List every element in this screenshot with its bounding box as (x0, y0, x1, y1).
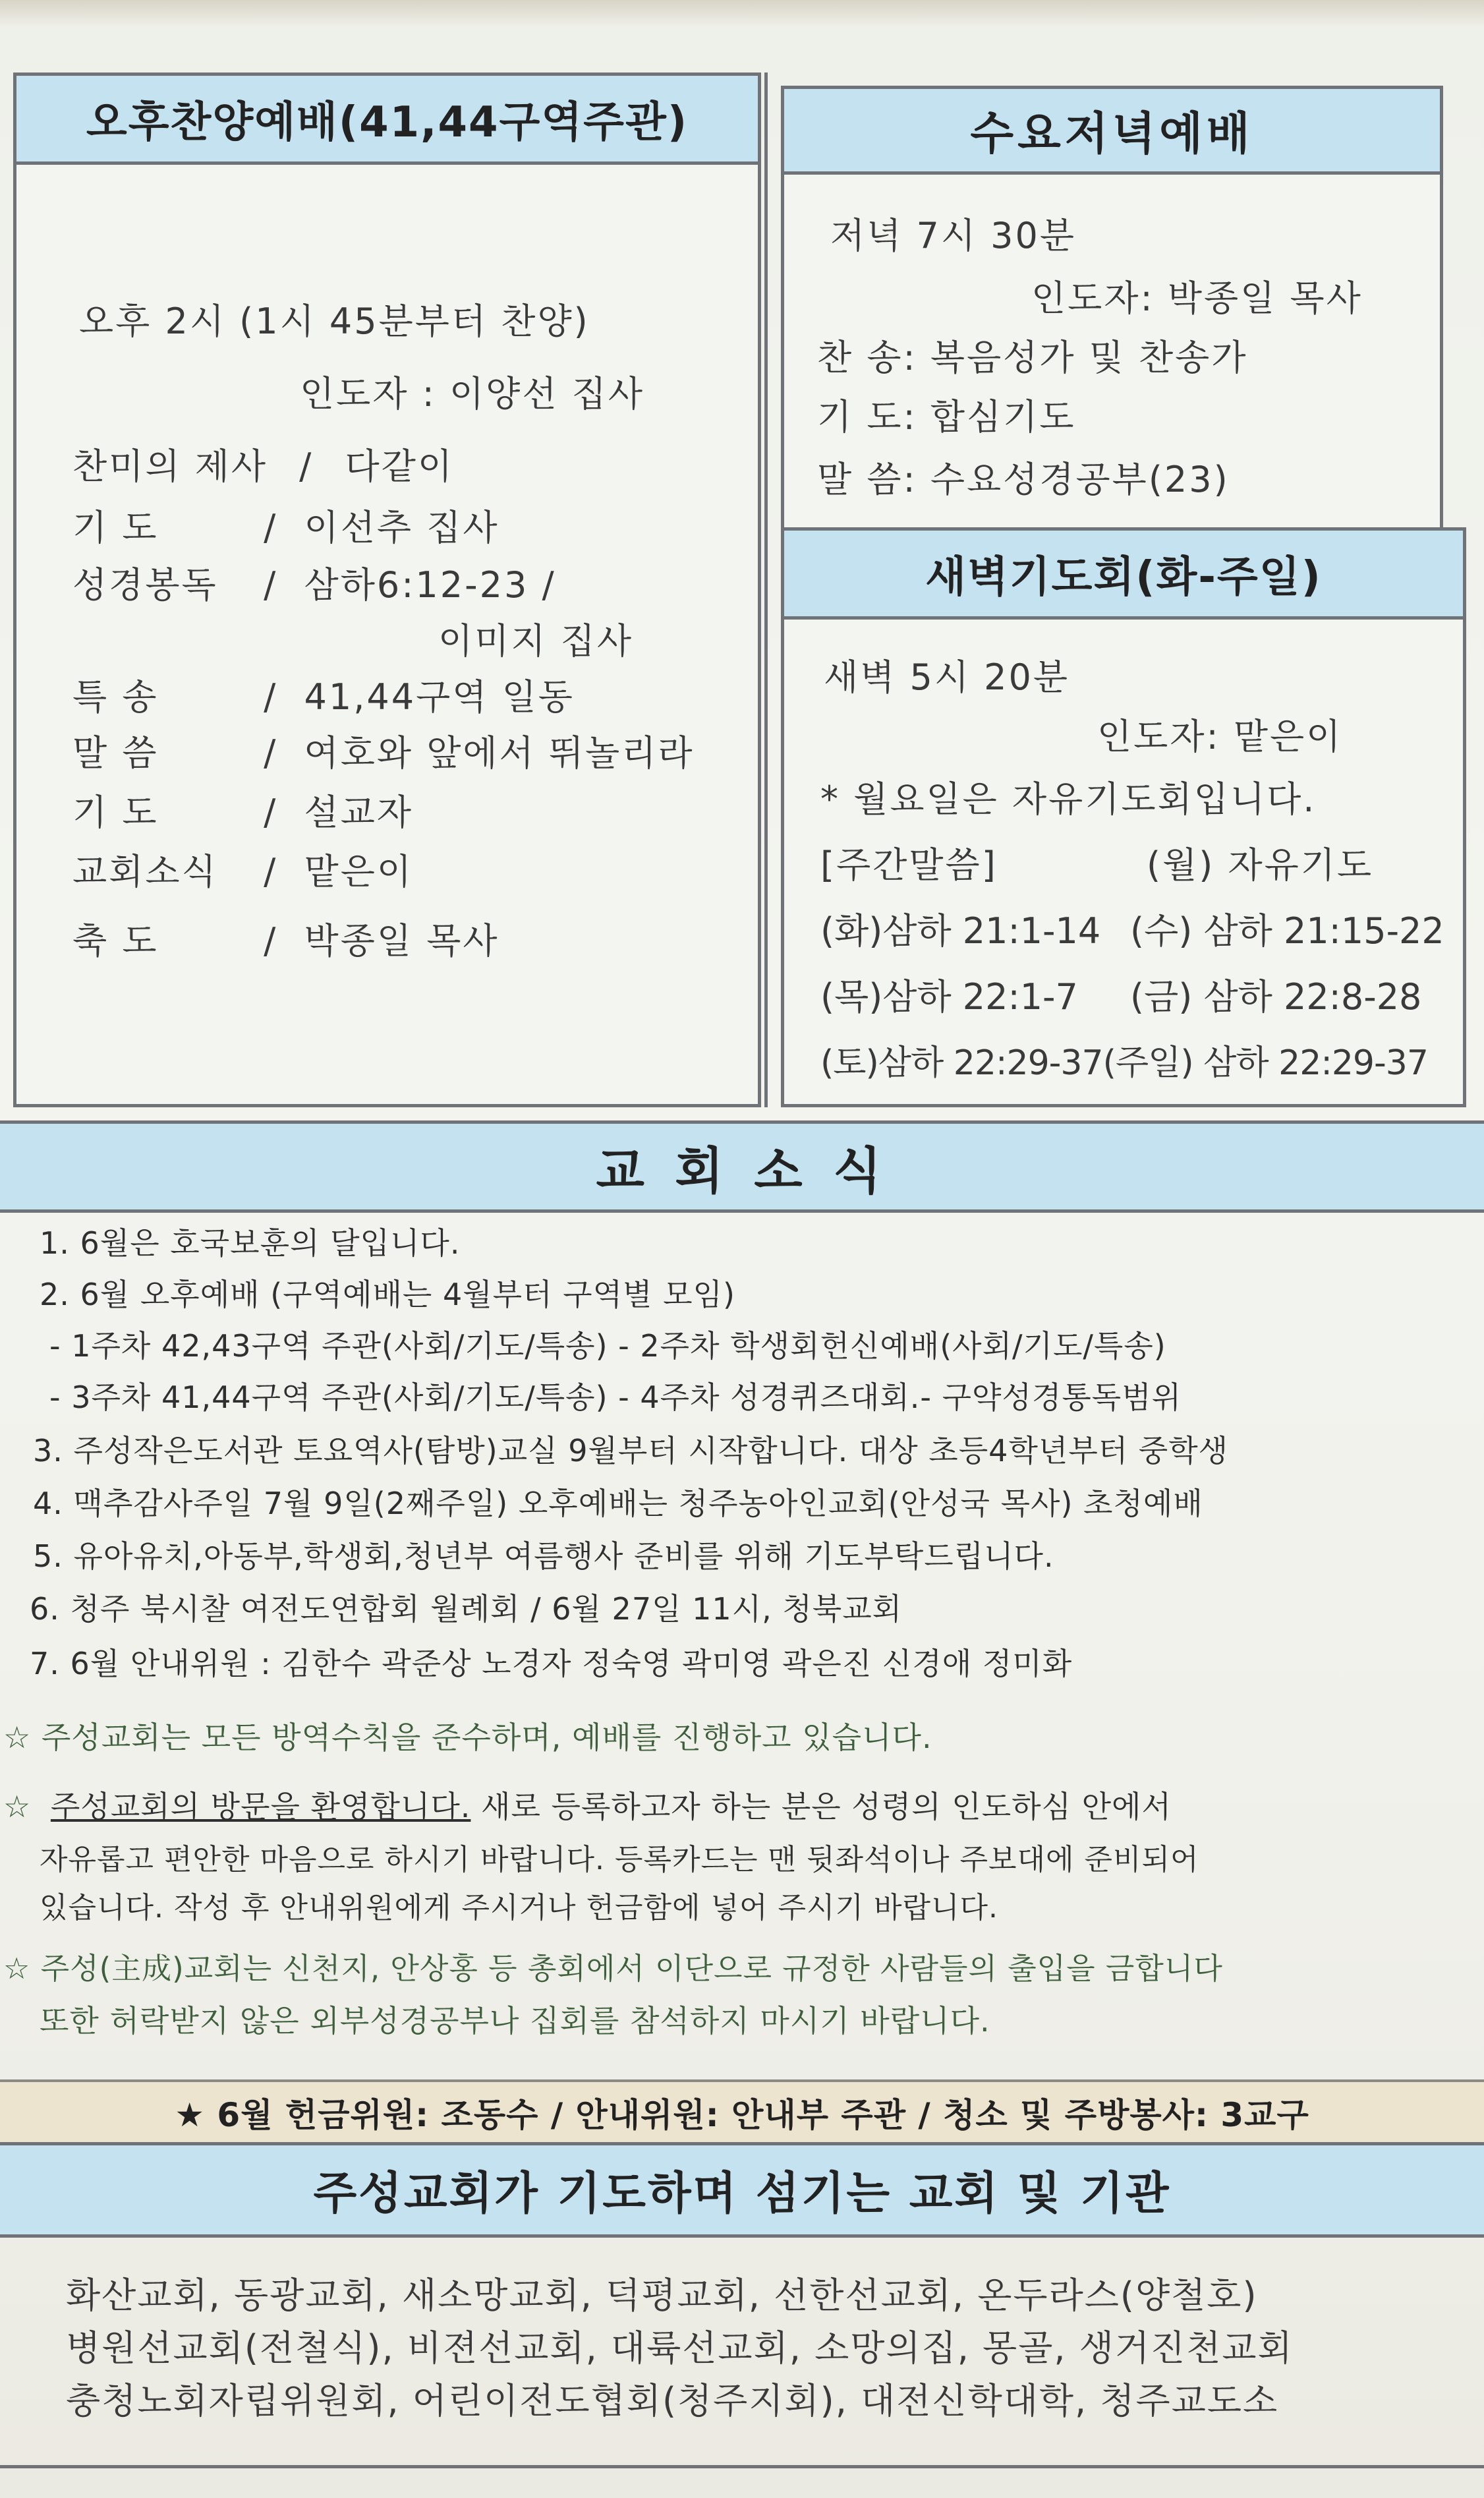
afternoon-worship-box (13, 73, 761, 1107)
order-sep: / (264, 920, 278, 962)
order-value: 다같이 (345, 446, 455, 487)
order-row (72, 844, 413, 894)
order-row (438, 613, 633, 664)
order-row (72, 913, 499, 964)
news-item: 2. 6월 오후예배 (구역예배는 4월부터 구역별 모임) (40, 1277, 735, 1312)
wednesday-time: 저녁 7시 30분 (830, 215, 1077, 256)
dawn-note: * 월요일은 자유기도회입니다. (820, 778, 1317, 820)
churches-title: 주성교회가 기도하며 섬기는 교회 및 기관 (313, 2168, 1171, 2220)
news-item: 3. 주성작은도서관 토요역사(탐방)교실 9월부터 시작합니다. 대상 초등4학년부터 중학생 (33, 1433, 1229, 1468)
news-item: 6. 청주 북시찰 여전도연합회 월례회 / 6월 27일 11시, 청북교회 (30, 1591, 903, 1627)
afternoon-time: 오후 2시 (1시 45분부터 찬양) (79, 301, 590, 342)
duty-text: ★ 6월 헌금위원: 조동수 / 안내위원: 안내부 주관 / 청소 및 주방봉사: 3교구 (175, 2095, 1309, 2134)
weekly-reading: (화)삼하 21:1-14 (820, 910, 1101, 952)
page-edge (0, 0, 1484, 26)
order-sep: / (299, 446, 314, 487)
wednesday-row: 찬 송: 복음성가 및 찬송가 (817, 337, 1248, 378)
news-item: 7. 6월 안내위원 : 김한수 곽준상 노경자 정숙영 곽미영 곽은진 신경애 정미화 (30, 1646, 1073, 1681)
welcome-headline: 주성교회의 방문을 환영합니다. (50, 1789, 471, 1824)
wednesday-worship-box (781, 86, 1443, 534)
notice-heresy-line: 또한 허락받지 않은 외부성경공부나 집회를 참석하지 마시기 바랍니다. (40, 2003, 990, 2039)
notice-welcome-line: 있습니다. 작성 후 안내위원에게 주시거나 헌금함에 넣어 주시기 바랍니다. (40, 1891, 998, 1925)
order-label: 말 씀 (72, 732, 159, 774)
weekly-reading: (수) 삼하 21:15-22 (1130, 910, 1444, 952)
order-value: 박종일 목사 (304, 920, 499, 962)
order-row (72, 500, 499, 550)
order-sep: / (264, 732, 278, 774)
afternoon-leader: 인도자 : 이양선 집사 (300, 373, 644, 415)
order-label: 교회소식 (72, 851, 218, 892)
order-label: 축 도 (72, 920, 159, 962)
dawn-time: 새벽 5시 20분 (824, 656, 1070, 698)
order-row (72, 669, 575, 720)
order-value: 여호와 앞에서 뛰놀리라 (304, 732, 695, 774)
wednesday-row: 말 씀: 수요성경공부(23) (817, 459, 1230, 500)
news-item: - 3주차 41,44구역 주관(사회/기도/특송) - 4주차 성경퀴즈대회.- 구약성경통독범위 (49, 1380, 1182, 1415)
dawn-prayer-box (781, 527, 1466, 1107)
order-sep: / (264, 676, 278, 718)
notice-welcome-line: 자유롭고 편안한 마음으로 하시기 바랍니다. 등록카드는 맨 뒷좌석이나 주보대에 준비되어 (40, 1843, 1199, 1876)
dawn-leader: 인도자: 맡은이 (1097, 716, 1343, 757)
order-value: 이선추 집사 (304, 507, 499, 548)
order-label: 성경봉독 (72, 564, 218, 606)
news-item: 4. 맥추감사주일 7월 9일(2째주일) 오후예배는 청주농아인교회(안성국 목사) 초청예배 (33, 1486, 1203, 1521)
order-label: 찬미의 제사 (72, 446, 268, 487)
notice-welcome (3, 1783, 1172, 1826)
dawn-prayer-title: 새벽기도회(화-주일) (784, 531, 1463, 620)
weekly-reading: (목)삼하 22:1-7 (820, 976, 1078, 1018)
order-row (72, 438, 454, 489)
church-news-title: 교 회 소 식 (596, 1141, 888, 1200)
notice-heresy: ☆ 주성(主成)교회는 신천지, 안상홍 등 총회에서 이단으로 규정한 사람들의 출입을 금합니다 (3, 1951, 1223, 1986)
news-item: - 1주차 42,43구역 주관(사회/기도/특송) - 2주차 학생회헌신예배(사회/기도/특송) (49, 1328, 1166, 1364)
order-value: 41,44구역 일동 (304, 676, 575, 718)
news-item: 1. 6월은 호국보훈의 달입니다. (40, 1225, 461, 1261)
wednesday-worship-title: 수요저녁예배 (784, 89, 1440, 175)
weekly-monday: (월) 자유기도 (1147, 844, 1374, 886)
order-label: 기 도 (72, 507, 159, 548)
church-list-line: 화산교회, 동광교회, 새소망교회, 덕평교회, 선한선교회, 온두라스(양철호) (66, 2275, 1258, 2316)
order-row (72, 725, 695, 776)
order-sep: / (264, 507, 278, 548)
star-glyph: ☆ (3, 1789, 32, 1824)
churches-header (0, 2142, 1484, 2238)
duty-band (0, 2079, 1484, 2142)
order-value: 설교자 (304, 792, 414, 833)
wednesday-leader: 인도자: 박종일 목사 (1031, 277, 1363, 319)
order-sep: / (264, 792, 278, 833)
church-news-header (0, 1120, 1484, 1213)
order-label: 기 도 (72, 792, 159, 833)
weekly-reading: (토)삼하 22:29-37(주일) 삼하 22:29-37 (820, 1043, 1428, 1083)
bottom-rule (0, 2465, 1484, 2468)
notice-quarantine: ☆ 주성교회는 모든 방역수칙을 준수하며, 예배를 진행하고 있습니다. (3, 1720, 932, 1755)
church-list-line: 병원선교회(전철식), 비젼선교회, 대륙선교회, 소망의집, 몽골, 생거진천교회 (66, 2327, 1294, 2369)
order-row (72, 784, 413, 835)
order-label: 특 송 (72, 676, 159, 718)
column-divider (764, 73, 768, 1107)
weekly-reading: (금) 삼하 22:8-28 (1130, 976, 1422, 1018)
welcome-text: 새로 등록하고자 하는 분은 성령의 인도하심 안에서 (471, 1789, 1172, 1824)
wednesday-row: 기 도: 합심기도 (817, 396, 1076, 438)
order-value: 삼하6:12-23 / (304, 564, 556, 606)
order-sep: / (264, 851, 278, 892)
afternoon-worship-title: 오후찬양예배(41,44구역주관) (16, 76, 758, 165)
order-value: 이미지 집사 (438, 620, 633, 662)
church-list-line: 충청노회자립위원회, 어린이전도협회(청주지회), 대전신학대학, 청주교도소 (66, 2380, 1279, 2422)
weekly-label: [주간말씀] (820, 844, 998, 886)
order-value: 맡은이 (304, 851, 414, 892)
order-row (72, 557, 556, 608)
order-sep: / (264, 564, 278, 606)
news-item: 5. 유아유치,아동부,학생회,청년부 여름행사 준비를 위해 기도부탁드립니다. (33, 1538, 1054, 1574)
